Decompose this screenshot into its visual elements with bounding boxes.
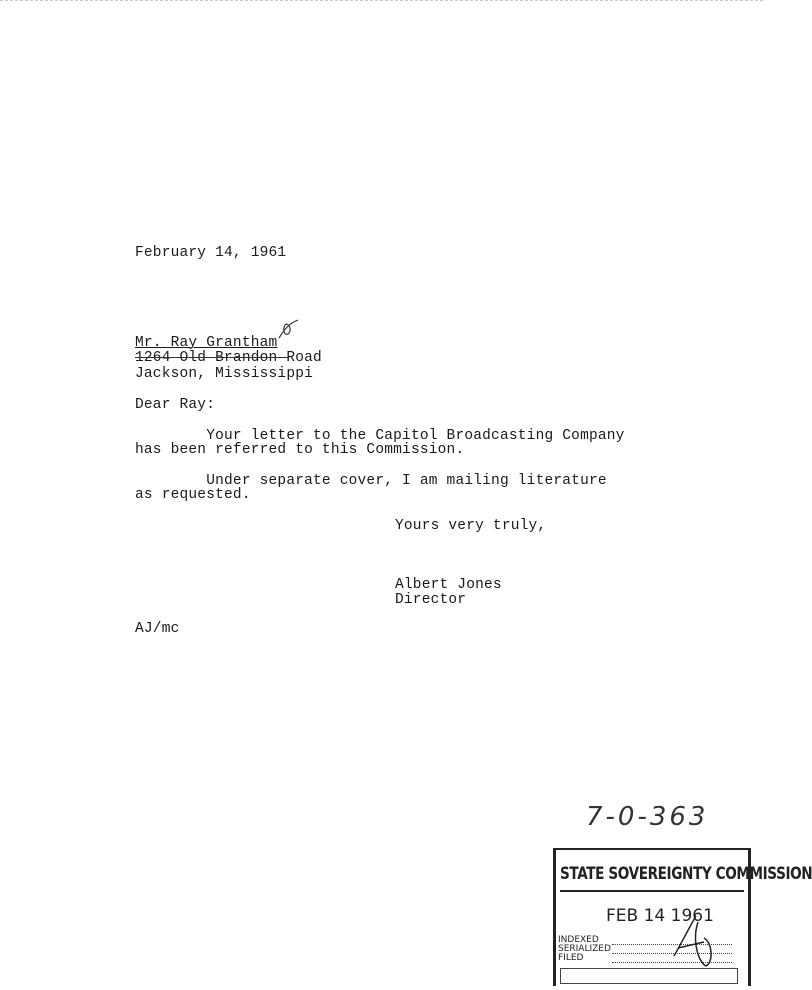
handwritten-check-mark — [276, 318, 302, 340]
recipient-street: 1264 Old Brandon Road — [135, 350, 322, 366]
paragraph-1-line-1: Your letter to the Capitol Broadcasting Company — [135, 428, 625, 444]
stamp-divider — [560, 890, 744, 892]
signer-title: Director — [395, 592, 467, 608]
recipient-name: Mr. Ray Grantham — [135, 335, 278, 351]
closing: Yours very truly, — [395, 518, 547, 534]
paragraph-2-line-2: as requested. — [135, 487, 251, 503]
paragraph-1-line-2: has been referred to this Commission. — [135, 442, 465, 458]
stamp-date: FEB 14 1961 — [606, 906, 714, 926]
recipient-city: Jackson, Mississippi — [135, 366, 314, 382]
stamp-serialized-label: SERIALIZED — [558, 944, 611, 954]
handwritten-initials-mark — [668, 912, 718, 972]
signer-name: Albert Jones — [395, 577, 502, 593]
salutation: Dear Ray: — [135, 397, 216, 413]
page-top-edge — [0, 0, 763, 1]
stamp-title: STATE SOVEREIGNTY COMMISSION — [560, 864, 812, 884]
stamp-filed-label: FILED — [558, 953, 584, 963]
typist-initials: AJ/mc — [135, 621, 180, 637]
street-strike-line — [135, 357, 289, 358]
paragraph-2-line-1: Under separate cover, I am mailing literature — [135, 473, 607, 489]
stamp-indexed-label: INDEXED — [558, 935, 599, 945]
handwritten-file-number: 7-0-363 — [586, 802, 709, 832]
letter-date: February 14, 1961 — [135, 245, 287, 261]
commission-stamp — [553, 848, 812, 986]
